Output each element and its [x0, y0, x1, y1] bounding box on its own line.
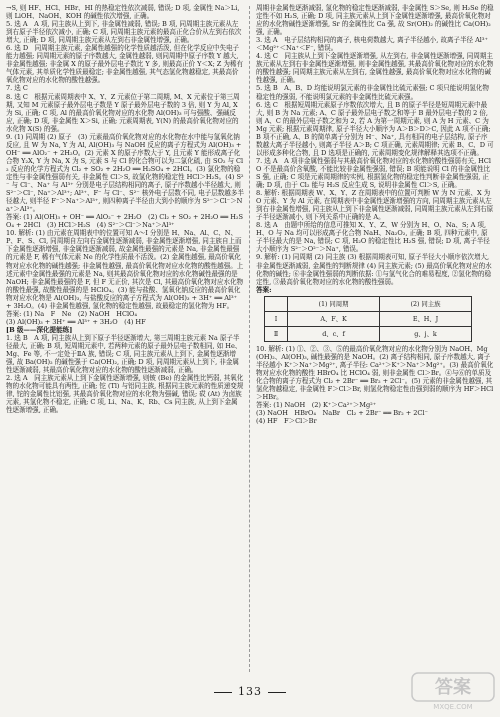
left-column: [6, 4, 244, 414]
answer-line: (3) Al(OH)₃ + 3H⁺ ══ Al³⁺ + 3H₂O (4) HF: [6, 317, 146, 326]
table-cell: (1) 同周期: [288, 296, 380, 311]
paragraph: 6. 选 C 根据短周期元素原子序数依次增大, 且 B 的原子半径是短周期元素中最大, 则 B 为 Na 元素; A、C 原子最外层电子数之和等于 B 最外层电子数的 2 倍, 则 A、C 的最外层电子数之和为 2, 若 A 为第一周期元素, 则 A 为 H 元素、C 为 Mg 元素; 根据元素周期律, 原子半径大小顺序为 A＞B＞D＞C, 因此 A 项不正确; B 项不正确, A、B 的简单离子分别为 H⁻、Na⁺, 具有相同的电子层结构, 原子序数越大离子半径越小, 则离子半径 A＞B; C 项正确, 元素周期律; 元素 B、C、D 可以形成多种化合物, 且 D 选项是正确的, 元素周期变化规律解释其选项不正确。: [256, 100, 494, 157]
answer-line: 答案: (1) Al(OH)₃ + OH⁻ ══ AlO₂⁻ + 2H₂O (2) Cl₂ + SO₂ + 2H₂O ══ H₂SO₄ + 2HCl (3) HCl＞H₂S (4) S²⁻＞Cl⁻＞Na⁺＞Al³⁺: [6, 213, 243, 230]
paragraph: →S, 则 HF、HCl、HBr、HI 的热稳定性依次减弱, 错误; D 项, 金属性 Na＞Li, 则 LiOH、NaOH、KOH 的碱性依次增强, 正确。: [6, 4, 240, 21]
paragraph: 7. 选 C: [6, 84, 28, 93]
watermark-cn: 答案: [435, 677, 471, 698]
dash-right: [268, 692, 286, 693]
paragraph: 5. 选 A A 项, 同主族从上到下, 非金属性减弱, 错误; B 项, 同周期主族元素从左到右原子半径依次减小, 正确; C 项, 同周期主族元素的最高正化合价从左到右依次增大, 正确; D 项, 同周期主族元素从左到右非金属性增强, 正确。: [6, 20, 242, 45]
answer-line: 答案: (1) Na F Ne (2) NaOH HClO₄: [6, 309, 138, 318]
right-column: [256, 4, 494, 425]
table-cell: A、F、K: [288, 311, 380, 326]
page-number-text: 133: [238, 685, 262, 698]
section-heading: [B 级——深化提能练]: [6, 325, 73, 334]
paragraph: 8. 解析: 根据周期表 W、X、Y、Z 在周期表中的位置可判断 W 为 N 元素、X 为 O 元素、Y 为 Al 元素, 在周期表中非金属性逐渐增强的方向, 同周期主族元素从左到右非金属性增强, 同主族从上到下非金属性逐渐减弱, 同周期主族元素从左到右原子半径逐渐减小, 则下列关系中正确的是 A。: [256, 189, 494, 222]
answer-line: (4) HF F＞Cl＞Br: [256, 417, 317, 426]
column-divider: [249, 6, 250, 672]
table-cell: Ⅱ: [265, 326, 288, 341]
paragraph: 4. 选 C 同主族从上到下金属性逐渐增强, 从左到右, 非金属性逐渐增强, 同周期主族元素从左到右非金属性逐渐增强, 则非金属性越强, 其最高价氧化物对应的水化物的酸性越强; 同周期主族元素从左到右, 金属性越强, 最高价氧化物对应水化物的碱性越强, 正确。: [256, 52, 494, 85]
table-cell: d、c、f: [288, 326, 380, 341]
paragraph: 5. 选 B A、B、D 均能说明氯元素的非金属性比硫元素强; C 项只能说明氢化物稳定性的强弱, 不能说明氯元素的非金属性比硫元素强。: [256, 84, 489, 101]
table-cell: E、H、J: [380, 311, 472, 326]
paragraph: 8. 选 C 根据元素周期表中 X、Y、Z 元素位于第二周期, M、X 元素位于第三周期, 又知 M 元素原子最外层电子数是 Y 原子最外层电子数的 3 倍, 则 Y 为 Al, X 为 Si, 正确; C 项, Al 的最高价氧化物对应的水化物 Al(OH)₃ 可与强酸、强碱反应, 正确; D 项, 非金属性 X＞Si, 正确; 元素周期表, Y(N) 的最高价氧化物对应的水化物 X(S) 的强。: [6, 92, 240, 133]
paragraph: 2. 选 A 同主族元素从上到下金属性逐渐增强, 则铍 (Be) 的金属性比钙弱, 其氧化物的水化物可能具有两性, 正确; 铊 (Tl) 与铝同主族, 根据同主族元素的性质递变规律, 铊的金属性比铝强, 其最高价氧化物对应的水化物为强碱, 错误; 砹 (At) 为卤族元素, 其氢化物不稳定, 正确; C 项, Li、Na、K、Rb、Cs 同主族, 从上到下金属性逐渐增强, 正确。: [6, 374, 244, 415]
watermark-logo: [410, 671, 496, 711]
table-cell: [265, 296, 288, 311]
paragraph: 1. 选 B A 项, 同主族从上到下原子半径逐渐增大, 第三周期主族元素 Na 原子半径最大, 正确; B 项, 短周期元素中, 若两种元素的原子最外层电子数相同, 如 He、Mg、Fe 等, 不一定处于ⅡA 族, 错误; C 项, 同主族元素从上到下, 金属性逐渐增强, 故 Ba(OH)₂ 的碱性强于 Ca(OH)₂, 正确; D 项, 同周期元素从上到下, 非金属性逐渐减弱, 其最高价氧化物对应的水化物的酸性逐渐减弱, 正确。: [6, 333, 242, 375]
answer-label: 答案:: [256, 285, 272, 294]
answer-table: [264, 296, 472, 342]
table-cell: Ⅰ: [265, 311, 288, 326]
paragraph: 10. 解析: (1) 由元素在周期表中的位置可知 A～I 分别是 H、Na、Al、C、N、P、F、S、Cl, 同周期自左向右金属性逐渐减弱, 非金属性逐渐增强, 同主族自上而下金属性逐渐增强, 非金属性逐渐减弱, 故金属性最强的元素是 Na, 非金属性最强的元素是 F, 稀有气体元素 Ne 的化学性质最不活泼。(2) 金属性越强, 最高价氧化物对应水化物的碱性越强; 非金属性越强, 最高价氧化物对应水化物的酸性越强。上述元素中金属性最强的元素是 Na, 则其最高价氧化物对应的水化物碱性最强的是 NaOH; 非金属性最强的是 F, 但 F 无正价, 其次是 Cl, 其最高价氧化物对应水化物的酸性最强, 故酸性最强的是 HClO₄。(3) 能与盐酸、氢氧化钠反应的最高价氧化物对应水化物是 Al(OH)₃, 与盐酸反应的离子方程式为 Al(OH)₃ + 3H⁺ ══ Al³⁺ + 3H₂O。(4) 非金属性越强, 氢化物的稳定性越强, 故最稳定的氢化物为 HF。: [6, 229, 244, 310]
paragraph: 9. 解析: (1) 同周期 (2) 同主族 (3) 根据周期表可知, 原子半径大小顺序依次增大, 非金属性逐渐减弱, 金属性的判断规律 (4) 同主族元素; (5) 最高价氧化物对应的水化物的碱性; ⑥非金属性强弱的判断依据: ①与氢气化合的难易程度, ②氢化物的稳定性, ③最高价氧化物对应的水化物的酸性强弱。: [256, 253, 492, 286]
paragraph: 6. 选 D 同周期主族元素, 金属性越强的化学性质越活泼, 但在化学反应中失电子能力越强; 同周期元素的原子序数越大, 金属性越弱, 则同周期中原子序数 Y 越大, 非金属性越强; 非金属 X 的原子最外层电子数比 Y 多, 则最高正价 Y＜X; Z 为稀有气体元素, 其单质化学性质最稳定; 非金属性越强, 其气态氢化物越稳定, 其最高价氧化物对应的水化物的酸性越强。: [6, 44, 243, 85]
table-row: [265, 326, 472, 341]
answer-line: (3) NaOH HBrO₄ NaBr Cl₂ + 2Br⁻ ══ Br₂ + 2Cl⁻: [256, 409, 428, 418]
dash-left: [214, 692, 232, 693]
paragraph: 9. (1) 同周期 (2) 原子 (3) 元素最高价氧化物对应的水化物在水中能与氢氧化钠反应, 且 W 为 Na, Y 为 Al, Al(OH)₃ 与 NaOH 反应的离子方程式为 Al(OH)₃ + OH⁻ ══ AlO₂⁻ + 2H₂O。(2) 元素 X 的原子序数大于 Y, 且元素 Y 能形成离子化合物 Y₂X, Y 为 Na, X 为 S, 元素 S 与 Cl 的化合物可以为二氯化硫, 由 SO₂ 与 Cl₂ 反应的化学方程式为 Cl₂ + SO₂ + 2H₂O ══ H₂SO₄ + 2HCl。(3) 氯化物的稳定性与非金属性强弱有关, 非金属性 Cl＞S, 故氢化物的稳定性 HCl＞H₂S。(4) S²⁻ 与 Cl⁻、Na⁺ 与 Al³⁺ 分别是电子层结构相同的离子, 原子序数越小半径越大, 则 S²⁻＞Cl⁻, Na⁺＞Al³⁺; Al³⁺、F⁻ 与 Cl⁻、S²⁻ 核外电子层数不同, 电子层数越多半径越大, 则半径 F⁻＞Na⁺＞Al³⁺, 则四种离子半径由大到小的顺序为 S²⁻＞Cl⁻＞Na⁺＞Al³⁺。: [6, 132, 244, 214]
table-cell: g、j、k: [380, 326, 472, 341]
paragraph: 3. 选 A 电子层结构相同的离子, 核电荷数越大, 离子半径越小, 故离子半径 Al³⁺＜Mg²⁺＜Na⁺＜F⁻, 错误。: [256, 36, 488, 53]
paragraph: 周期非金属性逐渐减弱, 氢化物的稳定性逐渐减弱, 非金属性 S＞Se, 则 H₂Se 的稳定性不如 H₂S, 正确; D 项, 同主族元素从上到下金属性逐渐增强, 最高价氧化物对应的水化物碱性逐渐增强, Sr 的金属性比 Ca 强, 故 Sr(OH)₂ 的碱性比 Ca(OH)₂ 强, 正确。: [256, 4, 494, 37]
answer-line: 答案: (1) NaOH (2) K⁺＞Ca²⁺＞Mg²⁺: [256, 401, 377, 410]
table-cell: (2) 同主族: [380, 296, 472, 311]
table-row: [265, 311, 472, 326]
paragraph: 7. 选 A A 项非金属性强弱与其最高价氧化物对应的水化物的酸性强弱有关, HClO 不是最高价含氧酸, 不能比较非金属性强弱, 错误; B 项能说明 Cl 的非金属性比 S 强, 正确; C 项是元素周期律的实例, 根据氢化物的稳定性判断非金属性强弱, 正确; D 项, 由于 Cl₂ 能与 H₂S 反应生成 S, 说明非金属性 Cl＞S, 正确。: [256, 156, 491, 190]
paragraph: 10. 解析: (1) ①、②、③、⑤的最高价氧化物对应的水化物分别为 NaOH、Mg(OH)₂、Al(OH)₃, 碱性最强的是 NaOH。(2) 离子结构相同, 原子序数越大, 离子半径越小 K⁺＞Na⁺＞Mg²⁺, 离子半径: Ca²⁺＞K⁺＞Na⁺＞Mg²⁺。(3) 最高价氧化物对应水化物的酸性 HBrO₄ 比 HClO₄ 弱, 则非金属性 Cl＞Br。④与⑥的单质及化合物的离子方程式为 Cl₂ + 2Br⁻ ══ Br₂ + 2Cl⁻。(5) 元素的非金属性越强, 其氢化物越稳定, 非金属性 F＞Cl＞Br, 则氢化物稳定性由强到弱的顺序为 HF＞HCl＞HBr。: [256, 344, 494, 401]
table-header-row: [265, 296, 472, 311]
watermark-en: MXQE.COM: [433, 703, 473, 711]
paragraph: 8. 选 A 由题中所给的信息可推知 X、Y、Z、W 分别为 H、O、Na、S; A 项, H、O 与 Na 均可以形成离子化合物 NaH、Na₂O₂, 正确; B 项, 四种元素中, 原子半径最大的是 Na, 错误; C 项, H₂O 的稳定性比 H₂S 强, 错误; D 项, 离子半径大小顺序为 S²⁻＞O²⁻＞Na⁺, 错误。: [256, 221, 490, 254]
